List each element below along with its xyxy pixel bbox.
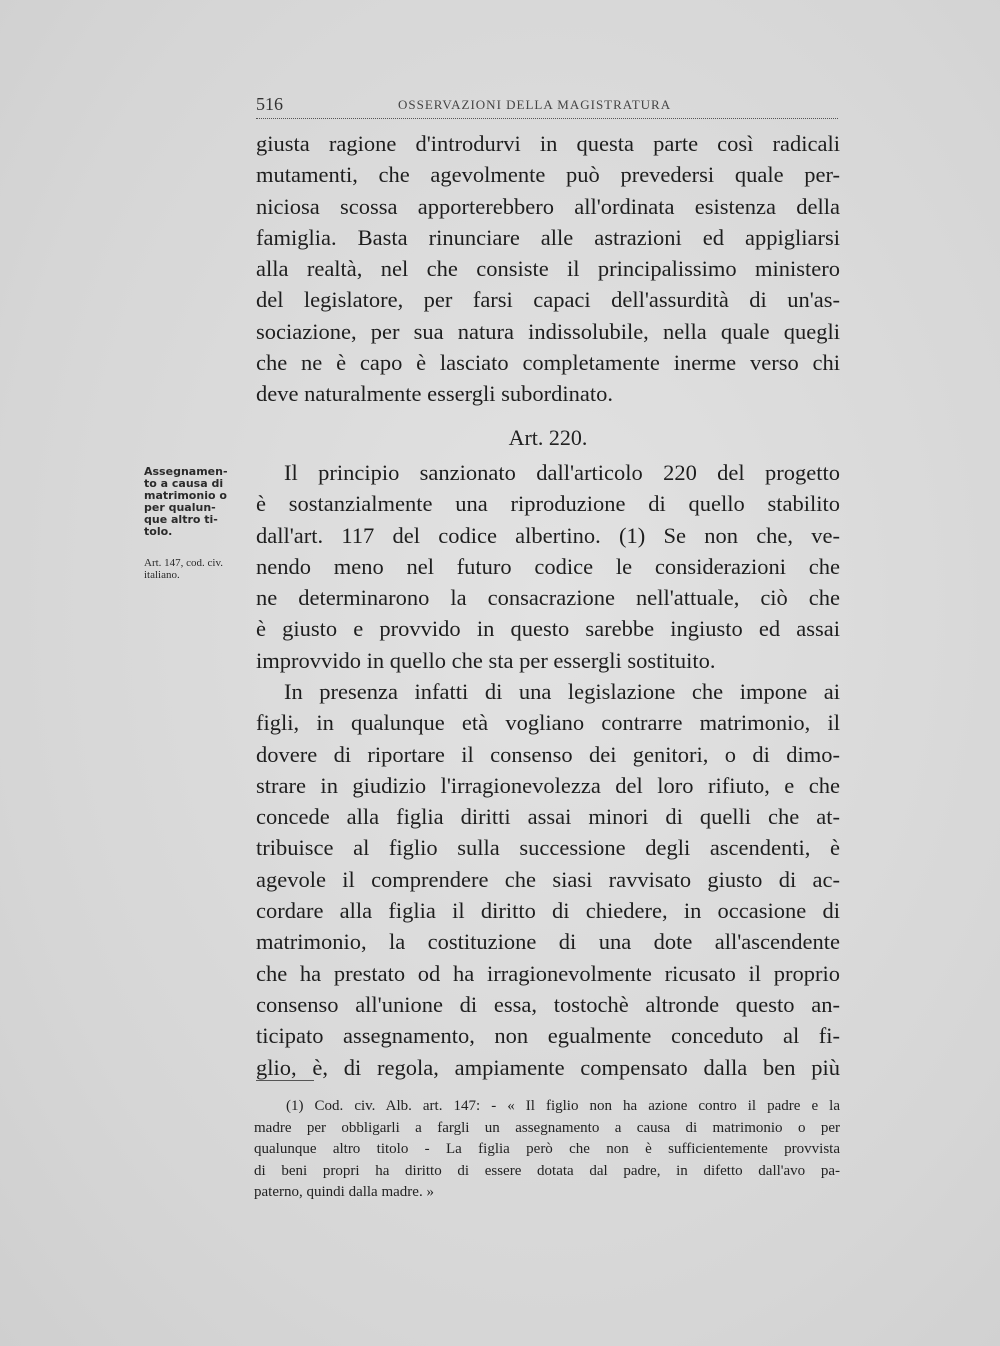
text-line: matrimonio, la costituzione di una dote all'ascendente (256, 929, 840, 955)
margin-reference (144, 557, 223, 581)
text-line: che ne è capo è lasciato completamente inerme verso chi (256, 350, 840, 376)
text-line: deve naturalmente essergli subordinato. (256, 381, 613, 407)
footnote-line: di beni propri ha diritto di essere dotata dal padre, in difetto dall'avo pa- (254, 1162, 840, 1179)
text-line: agevole il comprendere che siasi ravvisato giusto di ac- (256, 866, 840, 892)
margin-note-line: Assegnamen- (144, 465, 228, 478)
footnote-line: qualunque altro titolo - La figlia però che non è sufficientemente provvista (254, 1141, 840, 1157)
text-line: concede alla figlia diritti assai minori di quelli che at- (256, 804, 840, 830)
margin-note-line: per qualun- (144, 501, 216, 514)
text-line: In presenza infatti di una legislazione che impone ai (284, 679, 840, 704)
footnote (254, 1096, 840, 1204)
margin-note (144, 466, 228, 538)
text-line: dovere di riportare il consenso dei genitori, o di dimo- (256, 741, 840, 767)
text-line: mutamenti, che agevolmente può prevedersi quale per- (256, 162, 840, 188)
text-line: nendo meno nel futuro codice le considerazioni che (256, 553, 840, 579)
text-line: cordare alla figlia il diritto di chiedere, in occasione di (256, 898, 840, 924)
footnote-line: madre per obbligarli a fargli un assegnamento a causa di matrimonio o per (254, 1119, 840, 1136)
margin-note-line: to a causa di (144, 477, 224, 490)
margin-note-line: matrimonio o (144, 489, 227, 502)
text-line: niciosa scossa apporterebbero all'ordinata esistenza della (256, 193, 840, 219)
text-line: giusta ragione d'introdurvi in questa parte così radicali (256, 131, 840, 156)
text-line: strare in giudizio l'irragionevolezza del loro rifiuto, e che (256, 772, 840, 798)
text-line: del legislatore, per farsi capaci dell'assurdità di un'as- (256, 287, 840, 313)
footnote-line: paterno, quindi dalla madre. » (254, 1184, 434, 1200)
text-line: alla realtà, nel che consiste il principalissimo ministero (256, 256, 840, 282)
text-line: dall'art. 117 del codice albertino. (1) Se non che, ve- (256, 522, 840, 548)
footnote-line: (1) Cod. civ. Alb. art. 147: - « Il figlio non ha azione contro il padre e la (286, 1098, 840, 1114)
text-line: ne determinarono la consacrazione nell'attuale, ciò che (256, 585, 840, 611)
running-header (256, 94, 838, 119)
text-line: è giusto e provvido in questo sarebbe ingiusto ed assai (256, 616, 840, 642)
margin-ref-line: Art. 147, cod. civ. (144, 557, 224, 569)
text-line: tribuisce al figlio sulla successione degli ascendenti, è (256, 835, 840, 861)
footnote-divider (256, 1080, 314, 1081)
text-line: famiglia. Basta rinunciare alle astrazioni ed appigliarsi (256, 224, 840, 250)
text-line: figli, in qualunque età vogliano contrarre matrimonio, il (256, 710, 840, 736)
text-line: ticipato assegnamento, non egualmente conceduto al fi- (256, 1023, 840, 1049)
paragraph-3 (256, 676, 840, 1083)
article-heading: Art. 220. (508, 425, 588, 450)
page-number: 516 (256, 94, 283, 114)
text-line: improvvido in quello che sta per essergli sostituito. (256, 647, 716, 673)
margin-note-line: tolo. (144, 525, 173, 538)
paragraph-2 (256, 457, 840, 676)
text-line: Il principio sanzionato dall'articolo 220 del progetto (284, 460, 840, 485)
paragraph-1 (256, 128, 840, 410)
text-line: che ha prestato od ha irragionevolmente ricusato il proprio (256, 960, 840, 986)
text-line: sociazione, per sua natura indissolubile, nella quale quegli (256, 318, 840, 344)
margin-note-line: que altro ti- (144, 513, 218, 526)
text-line: consenso all'unione di essa, tostochè altronde questo an- (256, 991, 840, 1017)
margin-ref-line: italiano. (144, 569, 180, 581)
text-line: è sostanzialmente una riproduzione di quello stabilito (256, 491, 840, 517)
text-line: glio, è, di regola, ampiamente compensato dalla ben più (256, 1054, 840, 1080)
running-title: OSSERVAZIONI DELLA MAGISTRATURA (398, 97, 672, 112)
